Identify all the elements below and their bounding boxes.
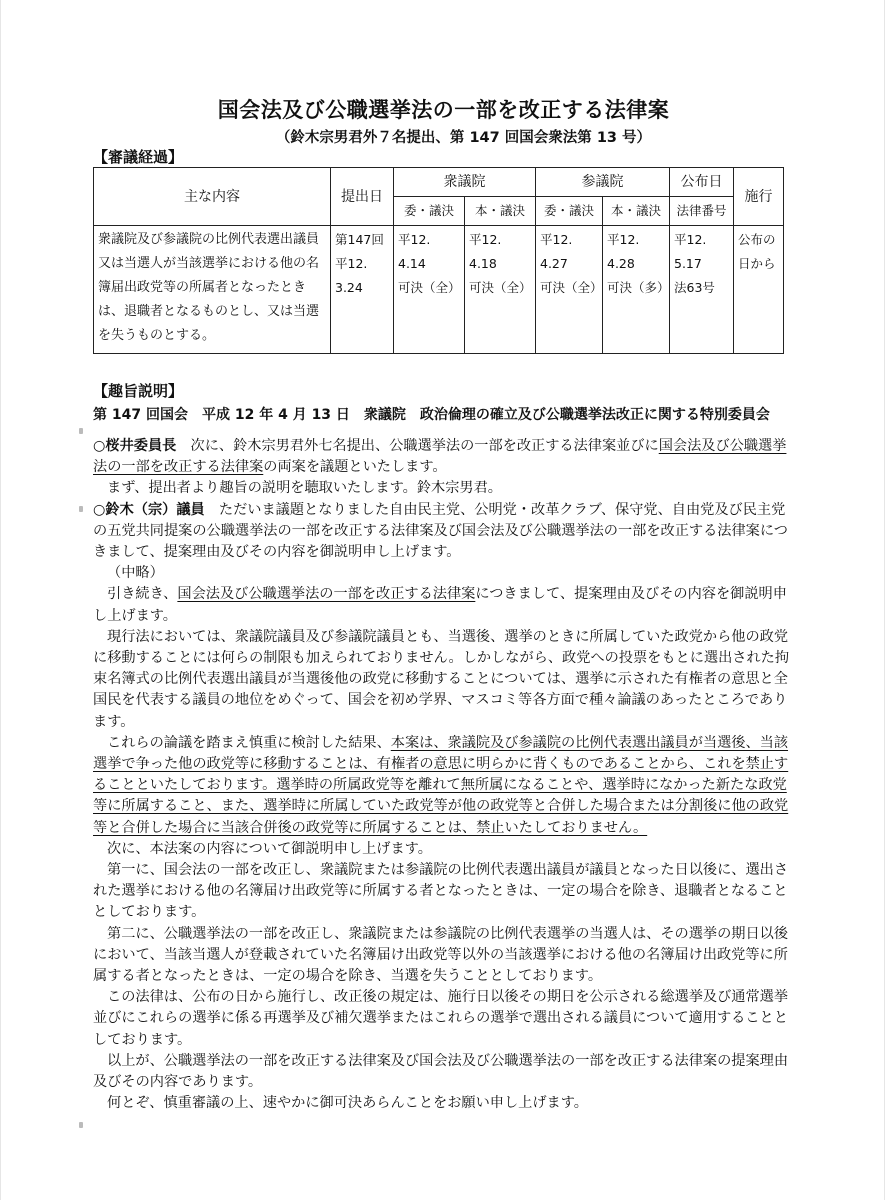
submitted-session: 第147回 (335, 232, 384, 247)
paragraph-text: 次に、鈴木宗男君外七名提出、公職選挙法の一部を改正する法律案並びに (176, 438, 659, 454)
hc-committee-result: 可決（全） (540, 280, 603, 295)
header-hr-committee-vote: 委・議決 (394, 197, 465, 226)
hr-plenary-result: 可決（全） (469, 280, 532, 295)
header-house-of-representatives: 衆議院 (394, 168, 536, 197)
paragraph-text: これらの論議を踏まえ慎重に検討した結果、 (107, 734, 391, 751)
underlined-bill-title: 国会法及び公職選挙法の一部を改正する法律案 (177, 586, 476, 603)
paragraph: まず、提出者より趣旨の説明を聴取いたします。鈴木宗男君。 (107, 480, 502, 497)
row-content: 衆議院及び参議院の比例代表選出議員又は当選人が当該選挙における他の名簿届出政党等の所属者となったときは、退職者となるものとし、又は当選を失うものとする。 (94, 226, 331, 354)
header-content: 主な内容 (94, 168, 331, 226)
margin-mark (79, 506, 83, 512)
paragraph: 第二に、公職選挙法の一部を改正し、衆議院または参議院の比例代表選挙の当選人は、その選挙の期日以後において、当該当選人が登載されていた名簿届け出政党等以外の当該選挙における他の名簿届け出政党等に所属する者となったときは、一定の場合を除き、当選を失うこととしております。 (93, 925, 789, 985)
margin-mark (79, 1122, 83, 1128)
hc-plenary-date: 平12. 4.28 (607, 232, 640, 271)
paragraph-omitted: （中略） (107, 565, 164, 582)
hr-committee-result: 可決（全） (398, 280, 461, 295)
header-promulgation: 公布日 (670, 168, 734, 197)
paragraph: 現行法においては、衆議院議員及び参議院議員とも、当選後、選挙のときに所属していた政党から他の政党に移動することには何らの制限も加えられておりません。しかしながら、政党への投票をもとに選出された拘束名簿式の比例代表選出議員が当選後他の政党に移動することについては、選挙に示された有権者の意思と全国民を代表する議員の地位をめぐって、国会を初め学界、マスコミ等各方面で種々論議のあったところであります。 (93, 628, 790, 730)
margin-mark (79, 428, 83, 434)
header-hr-plenary-vote: 本・議決 (465, 197, 536, 226)
paragraph-text: の両案を議題といたします。 (263, 459, 447, 476)
paragraph (93, 733, 793, 839)
law-number: 法63号 (674, 280, 715, 295)
paragraph-text: ただいま議題となりました自由民主党、公明党・改革クラブ、保守党、自由党及び民主党の五党共同提案の公職選挙法の一部を改正する法律案及び国会法及び公職選挙法の一部を改正する法律案につきまして、提案理由及びその内容を御説明申し上げます。 (93, 501, 788, 561)
document-title: 国会法及び公職選挙法の一部を改正する法律案 (217, 98, 670, 122)
hc-plenary-result: 可決（多） (607, 280, 670, 295)
paragraph-text: 引き続き、 (107, 586, 178, 603)
paragraph-chair-intro (93, 436, 793, 478)
progress-section-label: 【審議経過】 (93, 148, 184, 166)
header-enforcement: 施行 (734, 168, 784, 226)
paragraph: 第一に、国会法の一部を改正し、衆議院または参議院の比例代表選出議員が議員となった日以後に、選出された選挙における他の名簿届け出政党等に所属する者となったときは、一定の場合を除き、退職者となることとしております。 (93, 862, 789, 921)
speaker-suzuki: ○鈴木（宗）議員 (93, 501, 205, 518)
document-subtitle: （鈴木宗男君外７名提出、第 147 回国会衆法第 13 号） (275, 130, 652, 146)
header-hc-committee-vote: 委・議決 (536, 197, 603, 226)
header-house-of-councillors: 参議院 (536, 168, 670, 197)
header-hc-plenary-vote: 本・議決 (603, 197, 670, 226)
deliberation-table (93, 167, 784, 354)
row-hr-committee (394, 226, 465, 354)
submitted-date: 平12. 3.24 (335, 256, 368, 295)
row-hc-committee (536, 226, 603, 354)
paragraph: この法律は、公布の日から施行し、改正後の規定は、施行日以後その期日を公示される総選挙及び通常選挙並びにこれらの選挙に係る再選挙及び補欠選挙またはこれらの選挙で選出される議員について適用することとしております。 (93, 989, 789, 1048)
hr-plenary-date: 平12. 4.18 (469, 232, 502, 271)
paragraph: 次に、本法案の内容について御説明申し上げます。 (107, 840, 432, 857)
underlined-passage: 本案は、衆議院及び参議院の比例代表選出議員が当選後、当該選挙で争った他の政党等に移動することは、有権者の意思に明らかに背くものであることから、これを禁止することといたしております。選挙時の所属政党等を離れて無所属になることや、選挙時になかった新たな政党等に所属すること、また、選挙時に所属していた政党等が他の政党等と合併した場合または分割後に他の政党等と合併した場合に当該合併後の政党等に所属することは、禁止いたしておりません。 (93, 734, 789, 836)
session-line: 第 147 回国会 平成 12 年 4 月 13 日 衆議院 政治倫理の確立及び公職選挙法改正に関する特別委員会 (93, 407, 770, 423)
paragraph-proposer (93, 500, 793, 564)
speech-body (93, 436, 793, 1115)
row-hc-plenary (603, 226, 670, 354)
paragraph: 何とぞ、慎重審議の上、速やかに御可決あらんことをお願い申し上げます。 (107, 1095, 588, 1112)
paragraph (93, 584, 793, 626)
hr-committee-date: 平12. 4.14 (398, 232, 431, 271)
paragraph-text: につきまして、提案理由及びその内容を御説明申し上げます。 (93, 586, 787, 624)
underlined-bill-title: 国会法及び公職選挙法の一部を改正する法律案 (93, 438, 787, 476)
row-enforcement: 公布の日から (734, 226, 784, 354)
paragraph: 以上が、公職選挙法の一部を改正する法律案及び国会法及び公職選挙法の一部を改正する法律案の提案理由及びその内容であります。 (93, 1052, 789, 1091)
speaker-chair: ○桜井委員長 (93, 438, 177, 454)
promulgation-date: 平12. 5.17 (674, 232, 707, 271)
hc-committee-date: 平12. 4.27 (540, 232, 573, 271)
row-submitted (331, 226, 394, 354)
header-law-number: 法律番号 (670, 197, 734, 226)
header-submitted: 提出日 (331, 168, 394, 226)
purpose-section-label: 【趣旨説明】 (93, 382, 184, 400)
row-hr-plenary (465, 226, 536, 354)
row-promulgation (670, 226, 734, 354)
